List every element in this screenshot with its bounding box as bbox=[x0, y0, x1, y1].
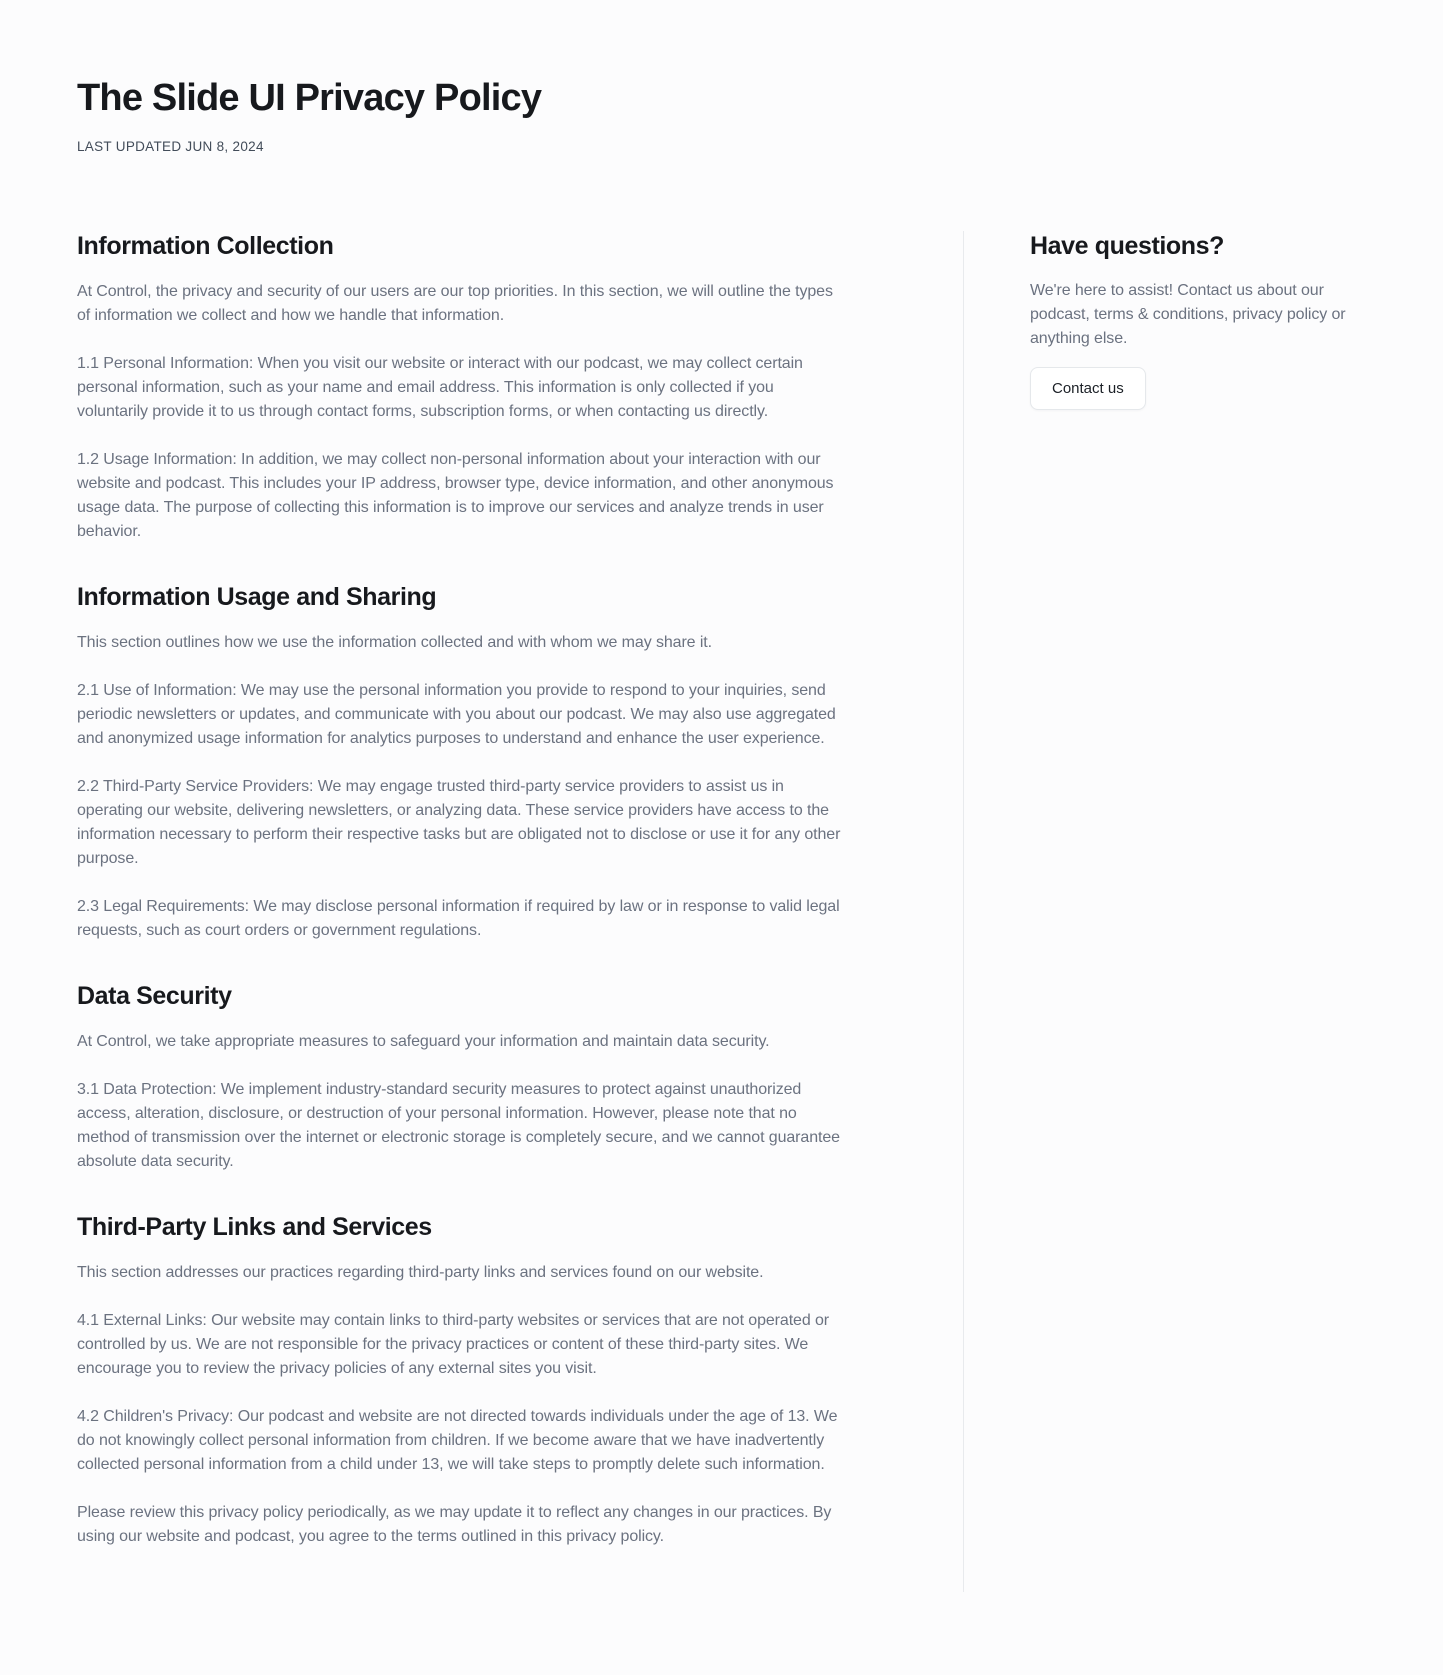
section-heading: Information Usage and Sharing bbox=[77, 582, 437, 611]
page-title: The Slide UI Privacy Policy bbox=[77, 77, 542, 119]
section-information-usage-and-sharing bbox=[77, 582, 843, 943]
section-heading: Data Security bbox=[77, 981, 232, 1010]
vertical-divider bbox=[963, 231, 964, 1592]
section-data-security bbox=[77, 981, 843, 1174]
section-heading: Third-Party Links and Services bbox=[77, 1212, 432, 1241]
policy-paragraph: 2.3 Legal Requirements: We may disclose personal information if required by law or in response to valid legal requests, such as court orders or government regulations. bbox=[77, 897, 840, 939]
policy-paragraph: This section addresses our practices regarding third-party links and services found on our website. bbox=[77, 1263, 764, 1281]
policy-paragraph: At Control, we take appropriate measures to safeguard your information and maintain data security. bbox=[77, 1032, 770, 1050]
policy-content bbox=[77, 231, 843, 1592]
policy-paragraph: This section outlines how we use the information collected and with whom we may share it. bbox=[77, 633, 712, 651]
closing-paragraph: Please review this privacy policy periodically, as we may update it to reflect any changes in our practices. By using our website and podcast, you agree to the terms outlined in this privacy policy. bbox=[77, 1503, 832, 1545]
section-third-party-links-and-services bbox=[77, 1212, 843, 1549]
policy-paragraph: 3.1 Data Protection: We implement industry-standard security measures to protect against unauthorized access, alteration, disclosure, or destruction of your personal information. However, please note that no method of transmission over the internet or electronic storage is completely secure, and we cannot guarantee absolute data security. bbox=[77, 1080, 840, 1170]
last-updated-label: LAST UPDATED JUN 8, 2024 bbox=[77, 138, 264, 154]
policy-paragraph: 2.2 Third-Party Service Providers: We may engage trusted third-party service providers to assist us in operating our website, delivering newsletters, or analyzing data. These service providers have access to the information necessary to perform their respective tasks but are obligated not to disclose or use it for any other purpose. bbox=[77, 777, 841, 867]
policy-paragraph: 1.1 Personal Information: When you visit our website or interact with our podcast, we may collect certain personal information, such as your name and email address. This information is only collected if you voluntarily provide it to us through contact forms, subscription forms, or when contacting us directly. bbox=[77, 354, 803, 420]
policy-paragraph: 4.1 External Links: Our website may contain links to third-party websites or services that are not operated or controlled by us. We are not responsible for the privacy practices or content of these third-party sites. We encourage you to review the privacy policies of any external sites you visit. bbox=[77, 1311, 830, 1377]
policy-paragraph: 4.2 Children's Privacy: Our podcast and website are not directed towards individuals under the age of 13. We do not knowingly collect personal information from children. If we become aware that we have inadvertently collected personal information from a child under 13, we will take steps to promptly delete such information. bbox=[77, 1407, 838, 1473]
sidebar-heading: Have questions? bbox=[1030, 231, 1225, 260]
section-heading: Information Collection bbox=[77, 231, 334, 260]
questions-panel bbox=[1030, 231, 1366, 1592]
section-information-collection bbox=[77, 231, 843, 544]
content-columns bbox=[77, 231, 1443, 1592]
policy-paragraph: 1.2 Usage Information: In addition, we may collect non-personal information about your interaction with our website and podcast. This includes your IP address, browser type, device information, and other anonymous usage data. The purpose of collecting this information is to improve our services and analyze trends in user behavior. bbox=[77, 450, 834, 540]
policy-paragraph: At Control, the privacy and security of our users are our top priorities. In this section, we will outline the types of information we collect and how we handle that information. bbox=[77, 282, 833, 324]
policy-paragraph: 2.1 Use of Information: We may use the personal information you provide to respond to your inquiries, send periodic newsletters or updates, and communicate with you about our podcast. We may also use aggregated and anonymized usage information for analytics purposes to understand and enhance the user experience. bbox=[77, 681, 836, 747]
contact-us-button[interactable]: Contact us bbox=[1030, 367, 1146, 410]
page-header bbox=[77, 76, 1443, 154]
sidebar-text: We're here to assist! Contact us about our podcast, terms & conditions, privacy policy or anything else. bbox=[1030, 281, 1346, 347]
